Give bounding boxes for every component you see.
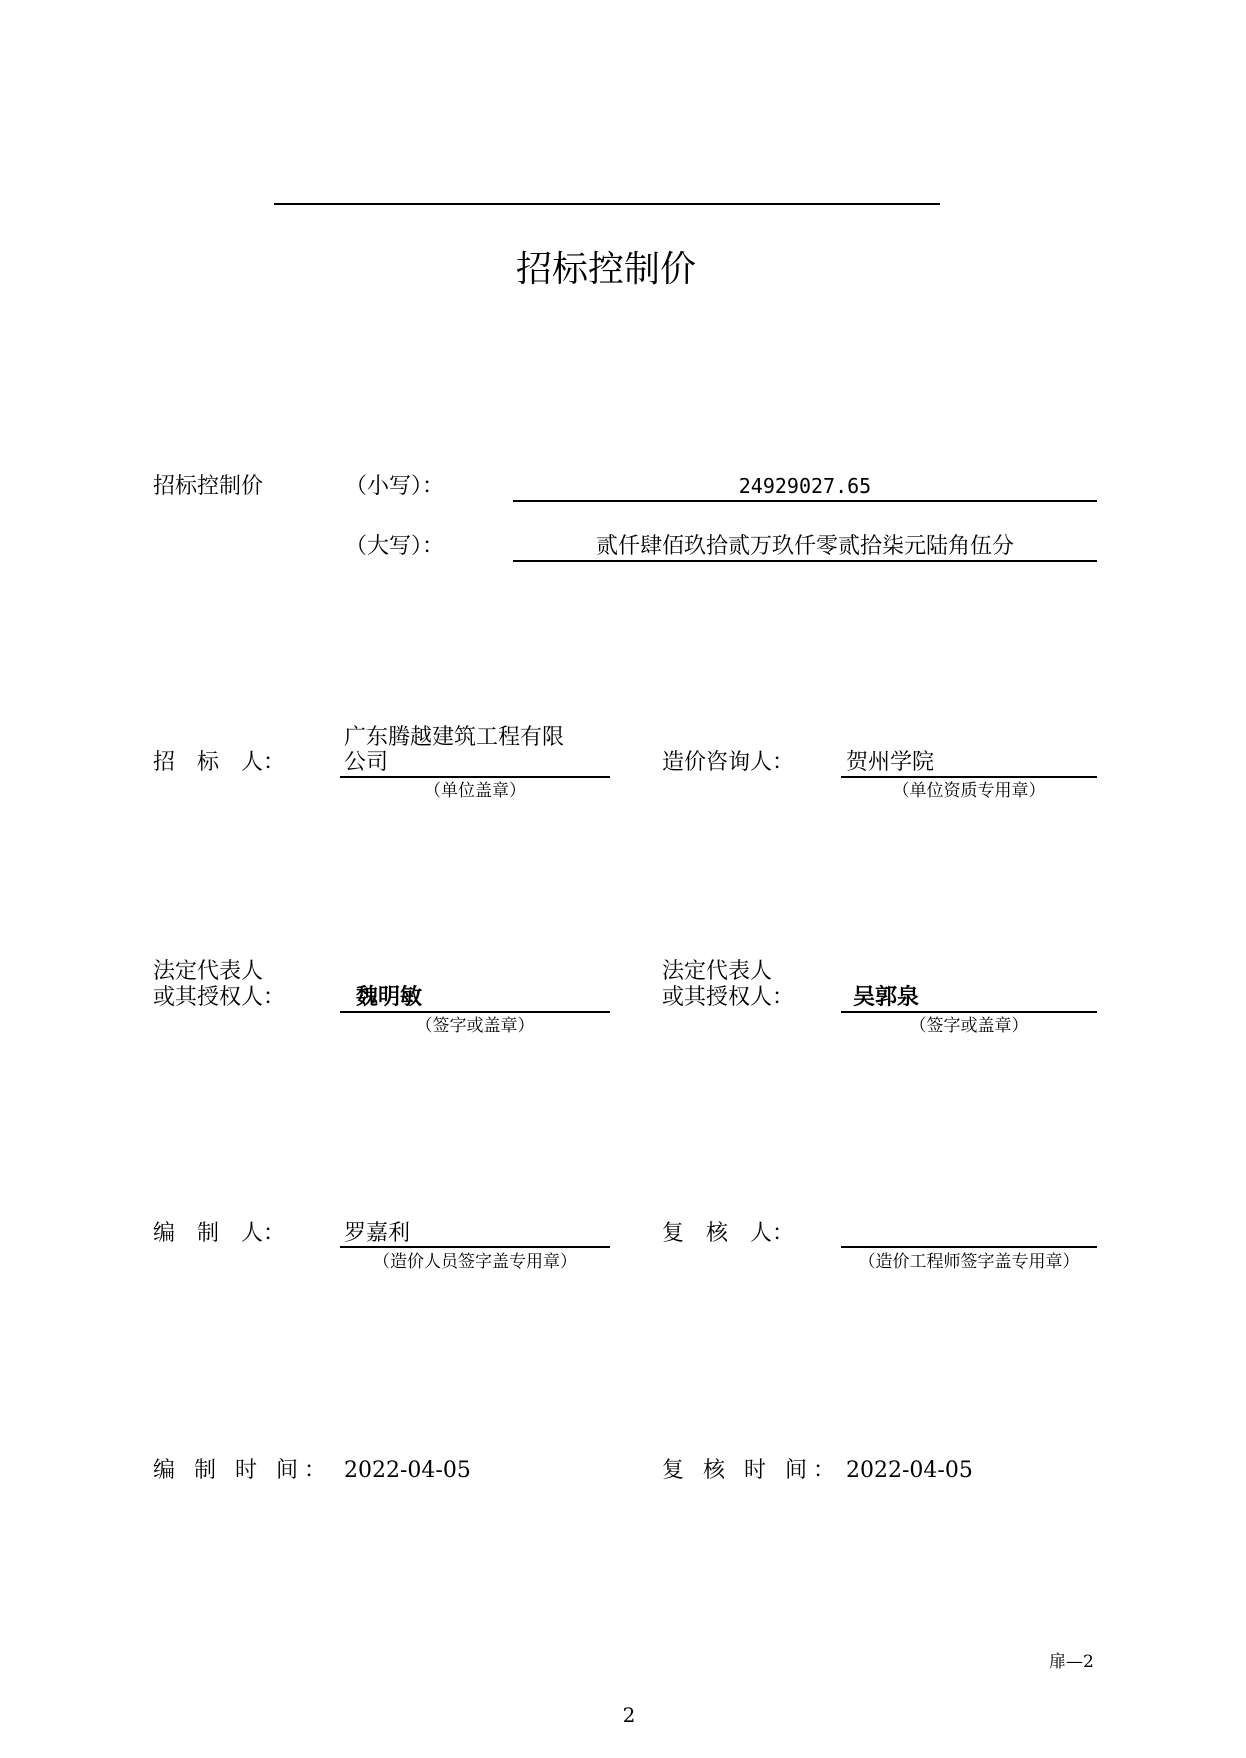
tenderer-value-line2: 公司 — [344, 750, 389, 775]
review-time-label: 复 核 时 间： — [662, 1458, 841, 1483]
reviewer-label: 复 核 人： — [662, 1221, 795, 1246]
tenderer-label: 招 标 人： — [153, 750, 286, 775]
legal-left-note: （签字或盖章） — [415, 1016, 535, 1036]
consultant-note: （单位资质专用章） — [892, 781, 1046, 801]
legal-left-signature: 魏明敏 — [356, 985, 423, 1010]
price-lower-value: 24929027.65 — [738, 474, 872, 498]
page-title: 招标控制价 — [515, 249, 696, 290]
legal-left-underline — [340, 1011, 610, 1013]
compiler-label: 编 制 人： — [153, 1221, 286, 1246]
consultant-label: 造价咨询人： — [662, 750, 795, 775]
tenderer-value-line1: 广东腾越建筑工程有限 — [344, 725, 565, 750]
compile-time-value: 2022-04-05 — [344, 1458, 471, 1483]
price-upper-underline — [513, 560, 1097, 562]
compiler-underline — [340, 1246, 610, 1248]
price-upper-label: （大写）： — [345, 534, 445, 559]
legal-left-label-1: 法定代表人 — [153, 959, 264, 984]
tenderer-underline — [340, 776, 610, 778]
price-upper-value: 贰仟肆佰玖拾贰万玖仟零贰拾柒元陆角伍分 — [595, 534, 1014, 559]
price-lower-underline — [513, 500, 1097, 502]
legal-right-note: （签字或盖章） — [909, 1016, 1029, 1036]
legal-right-label-2: 或其授权人： — [662, 985, 795, 1010]
compiler-note: （造价人员签字盖专用章） — [373, 1252, 577, 1272]
tenderer-note: （单位盖章） — [424, 781, 526, 801]
legal-left-label-2: 或其授权人： — [153, 985, 286, 1010]
price-lower-label: （小写）： — [345, 474, 445, 499]
legal-right-label-1: 法定代表人 — [662, 959, 773, 984]
form-code: 扉—2 — [1049, 1652, 1094, 1672]
consultant-value: 贺州学院 — [846, 750, 935, 775]
legal-right-signature: 吴郭泉 — [853, 985, 920, 1010]
price-label: 招标控制价 — [153, 474, 264, 499]
consultant-underline — [841, 776, 1097, 778]
compiler-value: 罗嘉利 — [344, 1221, 411, 1246]
reviewer-note: （造价工程师签字盖专用章） — [858, 1252, 1080, 1272]
compile-time-label: 编 制 时 间： — [153, 1458, 332, 1483]
legal-right-underline — [841, 1011, 1097, 1013]
top-rule — [274, 203, 940, 205]
review-time-value: 2022-04-05 — [846, 1458, 973, 1483]
reviewer-underline — [841, 1246, 1097, 1248]
page-number: 2 — [622, 1703, 636, 1727]
